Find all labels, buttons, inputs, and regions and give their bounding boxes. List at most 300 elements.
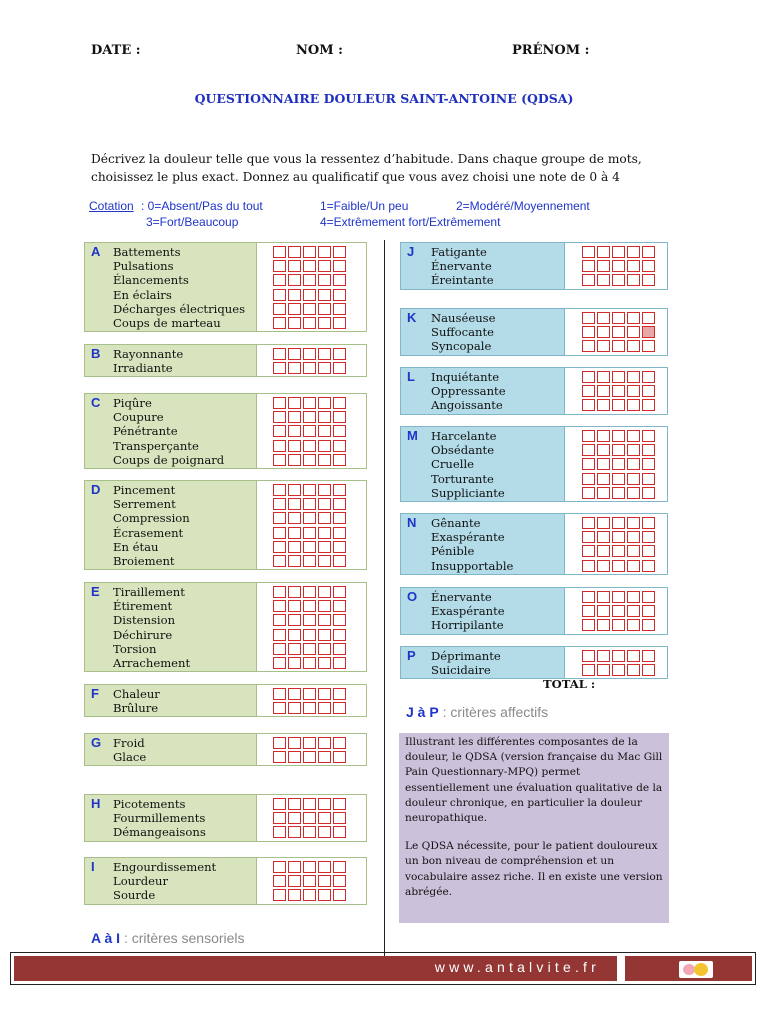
score-checkbox-1[interactable] — [288, 861, 301, 873]
score-checkbox-4[interactable] — [642, 517, 655, 529]
score-checkbox-0[interactable] — [273, 657, 286, 669]
score-checkbox-0[interactable] — [582, 340, 595, 352]
score-checkbox-0[interactable] — [273, 362, 286, 374]
score-checkbox-3[interactable] — [318, 751, 331, 763]
score-checkbox-3[interactable] — [627, 312, 640, 324]
score-checkbox-3[interactable] — [318, 512, 331, 524]
score-checkbox-2[interactable] — [303, 512, 316, 524]
score-checkbox-4[interactable] — [333, 440, 346, 452]
score-checkbox-4[interactable] — [642, 487, 655, 499]
score-checkbox-0[interactable] — [273, 643, 286, 655]
score-checkbox-3[interactable] — [318, 541, 331, 553]
score-checkbox-2[interactable] — [303, 614, 316, 626]
score-checkbox-0[interactable] — [273, 751, 286, 763]
score-checkbox-0[interactable] — [582, 260, 595, 272]
score-checkbox-3[interactable] — [318, 303, 331, 315]
score-checkbox-2[interactable] — [303, 498, 316, 510]
score-checkbox-2[interactable] — [303, 411, 316, 423]
score-checkbox-3[interactable] — [318, 861, 331, 873]
score-checkbox-3[interactable] — [318, 586, 331, 598]
score-checkbox-0[interactable] — [273, 303, 286, 315]
score-checkbox-4[interactable] — [642, 260, 655, 272]
score-checkbox-4[interactable] — [642, 444, 655, 456]
score-checkbox-1[interactable] — [288, 348, 301, 360]
score-checkbox-2[interactable] — [612, 664, 625, 676]
score-checkbox-3[interactable] — [318, 688, 331, 700]
score-checkbox-0[interactable] — [273, 812, 286, 824]
score-checkbox-0[interactable] — [582, 487, 595, 499]
score-checkbox-3[interactable] — [318, 246, 331, 258]
score-checkbox-3[interactable] — [627, 430, 640, 442]
word-list — [431, 311, 495, 354]
score-checkbox-4[interactable] — [642, 246, 655, 258]
score-checkbox-3[interactable] — [318, 702, 331, 714]
score-checkbox-2[interactable] — [612, 591, 625, 603]
score-checkbox-2[interactable] — [612, 385, 625, 397]
score-checkbox-3[interactable] — [318, 454, 331, 466]
score-checkbox-3[interactable] — [627, 591, 640, 603]
score-checkbox-1[interactable] — [597, 545, 610, 557]
score-checkbox-2[interactable] — [612, 458, 625, 470]
score-checkbox-0[interactable] — [582, 274, 595, 286]
score-checkbox-1[interactable] — [597, 650, 610, 662]
score-checkbox-2[interactable] — [612, 517, 625, 529]
score-checkbox-4[interactable] — [642, 650, 655, 662]
score-checkbox-1[interactable] — [597, 260, 610, 272]
score-checkbox-2[interactable] — [303, 751, 316, 763]
score-checkbox-4[interactable] — [333, 861, 346, 873]
sensory-criteria-caption — [91, 930, 245, 946]
score-checkbox-4[interactable] — [333, 600, 346, 612]
score-checkbox-3[interactable] — [627, 605, 640, 617]
score-checkbox-1[interactable] — [288, 541, 301, 553]
score-checkbox-0[interactable] — [273, 454, 286, 466]
score-checkbox-0[interactable] — [273, 555, 286, 567]
score-checkbox-1[interactable] — [288, 875, 301, 887]
score-checkbox-1[interactable] — [288, 362, 301, 374]
score-checkbox-1[interactable] — [597, 619, 610, 631]
score-row — [273, 425, 346, 437]
score-checkbox-4[interactable] — [333, 411, 346, 423]
score-checkbox-1[interactable] — [597, 605, 610, 617]
score-checkbox-4[interactable] — [333, 289, 346, 301]
score-checkbox-0[interactable] — [273, 861, 286, 873]
score-checkbox-2[interactable] — [303, 246, 316, 258]
score-checkbox-2[interactable] — [303, 541, 316, 553]
score-checkbox-2[interactable] — [303, 702, 316, 714]
score-checkbox-0[interactable] — [273, 274, 286, 286]
score-checkbox-0[interactable] — [273, 440, 286, 452]
score-checkbox-1[interactable] — [288, 812, 301, 824]
score-checkbox-1[interactable] — [288, 614, 301, 626]
score-checkbox-2[interactable] — [612, 444, 625, 456]
score-checkbox-0[interactable] — [582, 650, 595, 662]
score-checkbox-4[interactable] — [333, 512, 346, 524]
score-checkbox-4[interactable] — [642, 274, 655, 286]
score-checkbox-1[interactable] — [597, 664, 610, 676]
score-checkbox-2[interactable] — [303, 875, 316, 887]
score-checkbox-4[interactable] — [333, 643, 346, 655]
score-checkbox-1[interactable] — [288, 246, 301, 258]
score-checkbox-1[interactable] — [288, 527, 301, 539]
score-row — [273, 812, 346, 824]
score-checkbox-2[interactable] — [303, 260, 316, 272]
score-checkbox-2[interactable] — [303, 889, 316, 901]
score-checkbox-0[interactable] — [582, 545, 595, 557]
score-checkbox-3[interactable] — [318, 737, 331, 749]
score-checkbox-4[interactable] — [333, 541, 346, 553]
score-checkbox-2[interactable] — [303, 600, 316, 612]
score-checkbox-2[interactable] — [303, 289, 316, 301]
score-checkbox-2[interactable] — [612, 650, 625, 662]
score-checkbox-2[interactable] — [612, 371, 625, 383]
score-checkbox-3[interactable] — [627, 371, 640, 383]
score-checkbox-3[interactable] — [627, 560, 640, 572]
score-checkbox-0[interactable] — [273, 512, 286, 524]
score-checkbox-1[interactable] — [597, 385, 610, 397]
score-checkbox-4[interactable] — [333, 246, 346, 258]
score-checkbox-2[interactable] — [612, 619, 625, 631]
score-checkbox-2[interactable] — [303, 643, 316, 655]
score-checkbox-3[interactable] — [627, 458, 640, 470]
score-checkbox-2[interactable] — [612, 399, 625, 411]
score-checkbox-1[interactable] — [288, 737, 301, 749]
score-checkbox-0[interactable] — [582, 458, 595, 470]
score-checkbox-1[interactable] — [288, 454, 301, 466]
score-checkbox-4[interactable] — [333, 397, 346, 409]
score-checkbox-3[interactable] — [318, 425, 331, 437]
score-checkbox-2[interactable] — [303, 657, 316, 669]
score-checkbox-0[interactable] — [273, 702, 286, 714]
score-checkbox-2[interactable] — [612, 274, 625, 286]
score-checkbox-4[interactable] — [642, 385, 655, 397]
score-checkbox-1[interactable] — [288, 498, 301, 510]
score-checkbox-3[interactable] — [318, 826, 331, 838]
score-checkbox-4[interactable] — [333, 737, 346, 749]
score-checkbox-2[interactable] — [612, 545, 625, 557]
score-checkbox-2[interactable] — [612, 246, 625, 258]
score-checkbox-2[interactable] — [612, 260, 625, 272]
score-checkbox-2[interactable] — [303, 737, 316, 749]
score-checkbox-2[interactable] — [612, 312, 625, 324]
score-checkbox-0[interactable] — [582, 531, 595, 543]
score-checkbox-1[interactable] — [288, 440, 301, 452]
score-checkbox-1[interactable] — [288, 657, 301, 669]
score-checkbox-3[interactable] — [318, 362, 331, 374]
score-checkbox-1[interactable] — [288, 512, 301, 524]
score-checkbox-2[interactable] — [612, 473, 625, 485]
score-checkbox-2[interactable] — [612, 430, 625, 442]
score-checkbox-0[interactable] — [273, 484, 286, 496]
score-checkbox-0[interactable] — [582, 246, 595, 258]
score-checkbox-1[interactable] — [288, 688, 301, 700]
score-checkbox-3[interactable] — [318, 875, 331, 887]
score-checkbox-2[interactable] — [612, 605, 625, 617]
score-checkbox-4[interactable] — [333, 317, 346, 329]
score-checkbox-3[interactable] — [318, 527, 331, 539]
score-checkbox-2[interactable] — [303, 362, 316, 374]
score-checkbox-1[interactable] — [597, 487, 610, 499]
score-checkbox-1[interactable] — [597, 312, 610, 324]
score-checkbox-1[interactable] — [288, 317, 301, 329]
score-checkbox-4[interactable] — [333, 348, 346, 360]
score-checkbox-0[interactable] — [273, 629, 286, 641]
score-checkbox-1[interactable] — [288, 702, 301, 714]
score-checkbox-3[interactable] — [627, 619, 640, 631]
score-checkbox-1[interactable] — [288, 303, 301, 315]
score-checkbox-0[interactable] — [582, 326, 595, 338]
footer-url[interactable]: www.antalvite.fr — [434, 959, 600, 975]
score-checkbox-4[interactable] — [642, 545, 655, 557]
score-checkbox-0[interactable] — [273, 348, 286, 360]
score-checkbox-2[interactable] — [303, 861, 316, 873]
score-checkbox-1[interactable] — [597, 399, 610, 411]
score-checkbox-3[interactable] — [318, 260, 331, 272]
score-checkbox-3[interactable] — [627, 385, 640, 397]
score-checkbox-4[interactable] — [333, 362, 346, 374]
score-checkbox-4[interactable] — [642, 591, 655, 603]
score-checkbox-0[interactable] — [273, 826, 286, 838]
score-checkbox-1[interactable] — [597, 444, 610, 456]
score-checkbox-1[interactable] — [288, 586, 301, 598]
score-checkbox-4[interactable] — [333, 425, 346, 437]
score-checkbox-4[interactable] — [333, 826, 346, 838]
score-checkbox-0[interactable] — [273, 317, 286, 329]
score-checkbox-4[interactable] — [642, 619, 655, 631]
score-checkbox-3[interactable] — [318, 600, 331, 612]
score-checkbox-3[interactable] — [318, 411, 331, 423]
score-checkbox-1[interactable] — [597, 517, 610, 529]
score-checkbox-4[interactable] — [333, 629, 346, 641]
score-checkbox-4[interactable] — [642, 605, 655, 617]
score-checkbox-4[interactable] — [333, 527, 346, 539]
score-checkbox-3[interactable] — [627, 487, 640, 499]
score-checkbox-2[interactable] — [303, 317, 316, 329]
score-checkbox-2[interactable] — [612, 340, 625, 352]
score-checkbox-0[interactable] — [582, 312, 595, 324]
score-checkbox-0[interactable] — [273, 289, 286, 301]
score-row — [273, 440, 346, 452]
score-checkbox-2[interactable] — [612, 487, 625, 499]
score-checkbox-3[interactable] — [627, 260, 640, 272]
score-checkbox-0[interactable] — [273, 614, 286, 626]
score-checkbox-3[interactable] — [627, 664, 640, 676]
score-checkbox-3[interactable] — [318, 643, 331, 655]
score-checkbox-0[interactable] — [273, 425, 286, 437]
score-checkbox-1[interactable] — [288, 798, 301, 810]
score-checkbox-4[interactable] — [642, 326, 655, 338]
score-checkbox-1[interactable] — [597, 326, 610, 338]
score-checkbox-4[interactable] — [333, 702, 346, 714]
score-checkbox-0[interactable] — [582, 444, 595, 456]
score-checkbox-3[interactable] — [318, 555, 331, 567]
score-checkbox-3[interactable] — [627, 531, 640, 543]
score-checkbox-2[interactable] — [303, 274, 316, 286]
score-checkbox-1[interactable] — [288, 484, 301, 496]
score-checkbox-1[interactable] — [597, 340, 610, 352]
score-checkbox-3[interactable] — [318, 440, 331, 452]
group-letter: K — [407, 310, 417, 325]
score-checkbox-0[interactable] — [273, 397, 286, 409]
score-checkbox-1[interactable] — [288, 260, 301, 272]
score-checkbox-0[interactable] — [273, 798, 286, 810]
score-checkbox-2[interactable] — [303, 688, 316, 700]
score-checkbox-3[interactable] — [318, 812, 331, 824]
score-checkbox-0[interactable] — [582, 560, 595, 572]
score-checkbox-0[interactable] — [582, 371, 595, 383]
score-checkbox-0[interactable] — [273, 688, 286, 700]
score-checkbox-1[interactable] — [597, 560, 610, 572]
score-checkbox-0[interactable] — [273, 246, 286, 258]
score-checkbox-1[interactable] — [288, 643, 301, 655]
score-checkbox-0[interactable] — [582, 399, 595, 411]
score-checkbox-4[interactable] — [642, 399, 655, 411]
score-checkbox-2[interactable] — [303, 629, 316, 641]
score-checkbox-2[interactable] — [303, 826, 316, 838]
score-checkbox-3[interactable] — [318, 629, 331, 641]
score-checkbox-0[interactable] — [273, 875, 286, 887]
score-checkbox-2[interactable] — [303, 454, 316, 466]
score-checkbox-2[interactable] — [303, 586, 316, 598]
score-checkbox-3[interactable] — [627, 650, 640, 662]
score-checkbox-3[interactable] — [627, 274, 640, 286]
score-checkbox-0[interactable] — [582, 473, 595, 485]
score-checkbox-3[interactable] — [318, 498, 331, 510]
score-checkbox-0[interactable] — [273, 411, 286, 423]
score-checkbox-1[interactable] — [597, 473, 610, 485]
score-checkbox-3[interactable] — [627, 399, 640, 411]
score-checkbox-1[interactable] — [288, 274, 301, 286]
score-checkbox-1[interactable] — [288, 411, 301, 423]
score-checkbox-4[interactable] — [333, 688, 346, 700]
score-checkbox-4[interactable] — [642, 458, 655, 470]
score-checkbox-3[interactable] — [318, 348, 331, 360]
score-checkbox-0[interactable] — [273, 541, 286, 553]
score-area — [564, 368, 667, 414]
score-checkbox-2[interactable] — [303, 798, 316, 810]
score-checkbox-3[interactable] — [318, 484, 331, 496]
score-checkbox-1[interactable] — [597, 430, 610, 442]
score-checkbox-1[interactable] — [288, 600, 301, 612]
score-checkbox-1[interactable] — [288, 555, 301, 567]
score-checkbox-0[interactable] — [582, 517, 595, 529]
score-checkbox-2[interactable] — [303, 527, 316, 539]
score-checkbox-3[interactable] — [627, 340, 640, 352]
score-checkbox-3[interactable] — [318, 889, 331, 901]
score-checkbox-1[interactable] — [597, 591, 610, 603]
score-checkbox-1[interactable] — [288, 889, 301, 901]
score-checkbox-0[interactable] — [582, 605, 595, 617]
score-checkbox-4[interactable] — [333, 751, 346, 763]
word-label: Étirement — [113, 599, 173, 614]
score-checkbox-4[interactable] — [333, 484, 346, 496]
score-checkbox-4[interactable] — [333, 260, 346, 272]
score-checkbox-1[interactable] — [288, 289, 301, 301]
score-checkbox-3[interactable] — [318, 798, 331, 810]
score-checkbox-0[interactable] — [273, 527, 286, 539]
score-checkbox-4[interactable] — [642, 312, 655, 324]
score-checkbox-2[interactable] — [303, 348, 316, 360]
score-checkbox-3[interactable] — [318, 397, 331, 409]
score-checkbox-4[interactable] — [333, 303, 346, 315]
score-checkbox-4[interactable] — [642, 340, 655, 352]
score-checkbox-3[interactable] — [627, 517, 640, 529]
score-checkbox-2[interactable] — [303, 425, 316, 437]
score-checkbox-4[interactable] — [642, 560, 655, 572]
score-checkbox-2[interactable] — [303, 555, 316, 567]
score-checkbox-4[interactable] — [333, 812, 346, 824]
score-checkbox-0[interactable] — [582, 385, 595, 397]
score-checkbox-4[interactable] — [333, 274, 346, 286]
score-checkbox-0[interactable] — [273, 600, 286, 612]
score-checkbox-3[interactable] — [318, 657, 331, 669]
score-checkbox-3[interactable] — [318, 289, 331, 301]
score-checkbox-4[interactable] — [333, 586, 346, 598]
score-checkbox-2[interactable] — [303, 397, 316, 409]
score-checkbox-3[interactable] — [627, 326, 640, 338]
score-checkbox-1[interactable] — [597, 371, 610, 383]
score-checkbox-4[interactable] — [333, 498, 346, 510]
score-checkbox-4[interactable] — [333, 454, 346, 466]
score-checkbox-4[interactable] — [642, 371, 655, 383]
score-checkbox-4[interactable] — [333, 555, 346, 567]
score-checkbox-1[interactable] — [597, 458, 610, 470]
score-checkbox-4[interactable] — [642, 430, 655, 442]
score-checkbox-2[interactable] — [303, 812, 316, 824]
score-checkbox-0[interactable] — [273, 586, 286, 598]
score-checkbox-0[interactable] — [273, 737, 286, 749]
score-checkbox-1[interactable] — [288, 629, 301, 641]
score-checkbox-4[interactable] — [642, 531, 655, 543]
score-checkbox-0[interactable] — [273, 260, 286, 272]
score-checkbox-0[interactable] — [582, 430, 595, 442]
score-checkbox-4[interactable] — [333, 889, 346, 901]
score-checkbox-3[interactable] — [318, 274, 331, 286]
score-checkbox-2[interactable] — [612, 531, 625, 543]
score-checkbox-1[interactable] — [597, 531, 610, 543]
score-checkbox-1[interactable] — [288, 425, 301, 437]
score-checkbox-2[interactable] — [612, 560, 625, 572]
score-checkbox-2[interactable] — [303, 303, 316, 315]
score-checkbox-3[interactable] — [627, 444, 640, 456]
score-checkbox-1[interactable] — [288, 397, 301, 409]
score-checkbox-4[interactable] — [333, 614, 346, 626]
score-checkbox-3[interactable] — [627, 246, 640, 258]
score-checkbox-1[interactable] — [288, 751, 301, 763]
score-checkbox-0[interactable] — [273, 498, 286, 510]
score-checkbox-1[interactable] — [288, 826, 301, 838]
group-p — [400, 646, 668, 679]
score-checkbox-4[interactable] — [333, 798, 346, 810]
score-checkbox-4[interactable] — [333, 657, 346, 669]
score-checkbox-0[interactable] — [582, 619, 595, 631]
score-checkbox-3[interactable] — [627, 545, 640, 557]
score-checkbox-1[interactable] — [597, 246, 610, 258]
score-checkbox-0[interactable] — [273, 889, 286, 901]
score-checkbox-2[interactable] — [612, 326, 625, 338]
score-checkbox-0[interactable] — [582, 664, 595, 676]
score-checkbox-3[interactable] — [318, 317, 331, 329]
score-checkbox-2[interactable] — [303, 484, 316, 496]
score-checkbox-3[interactable] — [627, 473, 640, 485]
score-checkbox-1[interactable] — [597, 274, 610, 286]
score-checkbox-3[interactable] — [318, 614, 331, 626]
score-checkbox-2[interactable] — [303, 440, 316, 452]
score-checkbox-4[interactable] — [333, 875, 346, 887]
score-checkbox-0[interactable] — [582, 591, 595, 603]
score-checkbox-4[interactable] — [642, 473, 655, 485]
score-checkbox-4[interactable] — [642, 664, 655, 676]
